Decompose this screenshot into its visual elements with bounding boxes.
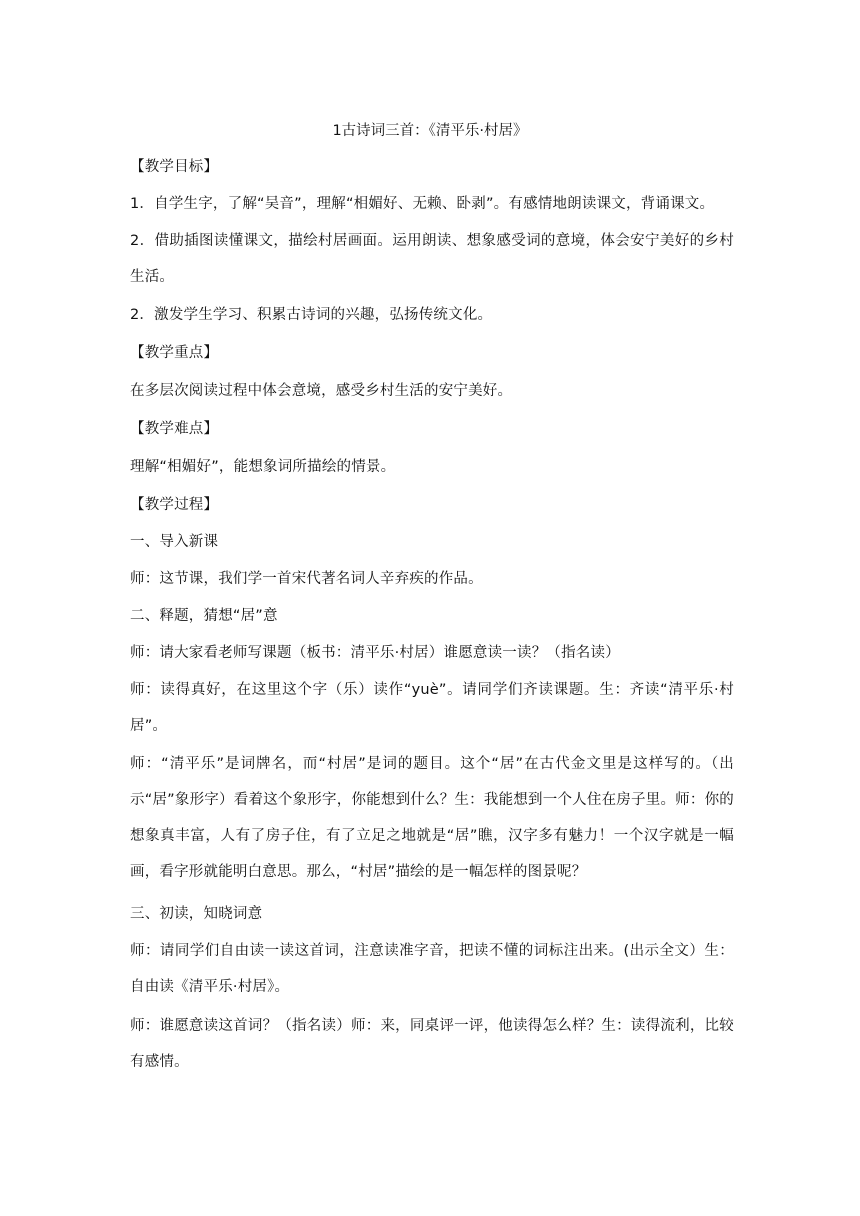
document-title: 1古诗词三首：《清平乐·村居》: [332, 123, 528, 139]
step-1-heading: 一、导入新课: [130, 534, 219, 550]
step-2-text-2: 师：读得真好，在这里这个字（乐）读作“yuè”。请同学们齐读课题。生：齐读“清平乐·村居”。: [130, 682, 734, 734]
difficulties-text: 理解“相媚好”，能想象词所描绘的情景。: [130, 459, 396, 475]
section-heading-key-points: 【教学重点】: [130, 345, 219, 361]
step-2-heading: 二、释题，猜想“居”意: [130, 608, 278, 624]
section-heading-difficulties: 【教学难点】: [130, 421, 219, 437]
objective-2: 2．借助插图读懂课文，描绘村居画面。运用朗读、想象感受词的意境，体会安宁美好的乡村生活。: [130, 233, 734, 285]
step-2-text-3: 师：“清平乐”是词牌名，而“村居”是词的题目。这个“居”在古代金文里是这样写的。（出示“居”象形字）看着这个象形字，你能想到什么？生：我能想到一个人住在房子里。师：你的想象真丰富，人有了房子住，有了立足之地就是“居”瞧，汉字多有魅力！一个汉字就是一幅画，看字形就能明白意思。那么，“村居”描绘的是一幅怎样的图景呢？: [130, 756, 734, 880]
step-3-text-1: 师：请同学们自由读一读这首词，注意读准字音，把读不懂的词标注出来。(出示全文）生：自由读《清平乐·村居》。: [130, 943, 734, 995]
key-points-text: 在多层次阅读过程中体会意境，感受乡村生活的安宁美好。: [130, 383, 513, 399]
step-1-text: 师：这节课，我们学一首宋代著名词人辛弃疾的作品。: [130, 571, 483, 587]
objective-3: 2．激发学生学习、积累古诗词的兴趣，弘扬传统文化。: [130, 307, 493, 323]
step-3-heading: 三、初读，知晓词意: [130, 906, 263, 922]
step-2-text-1: 师：请大家看老师写课题（板书：清平乐·村居）谁愿意读一读？（指名读）: [130, 645, 620, 661]
section-heading-process: 【教学过程】: [130, 497, 219, 513]
section-heading-objectives: 【教学目标】: [130, 159, 219, 175]
step-3-text-2: 师：谁愿意读这首词？（指名读）师：来，同桌评一评，他读得怎么样？生：读得流利，比较有感情。: [130, 1018, 734, 1070]
objective-1: 1．自学生字，了解“吴音”，理解“相媚好、无赖、卧剥”。有感情地朗读课文，背诵课文。: [130, 196, 715, 212]
